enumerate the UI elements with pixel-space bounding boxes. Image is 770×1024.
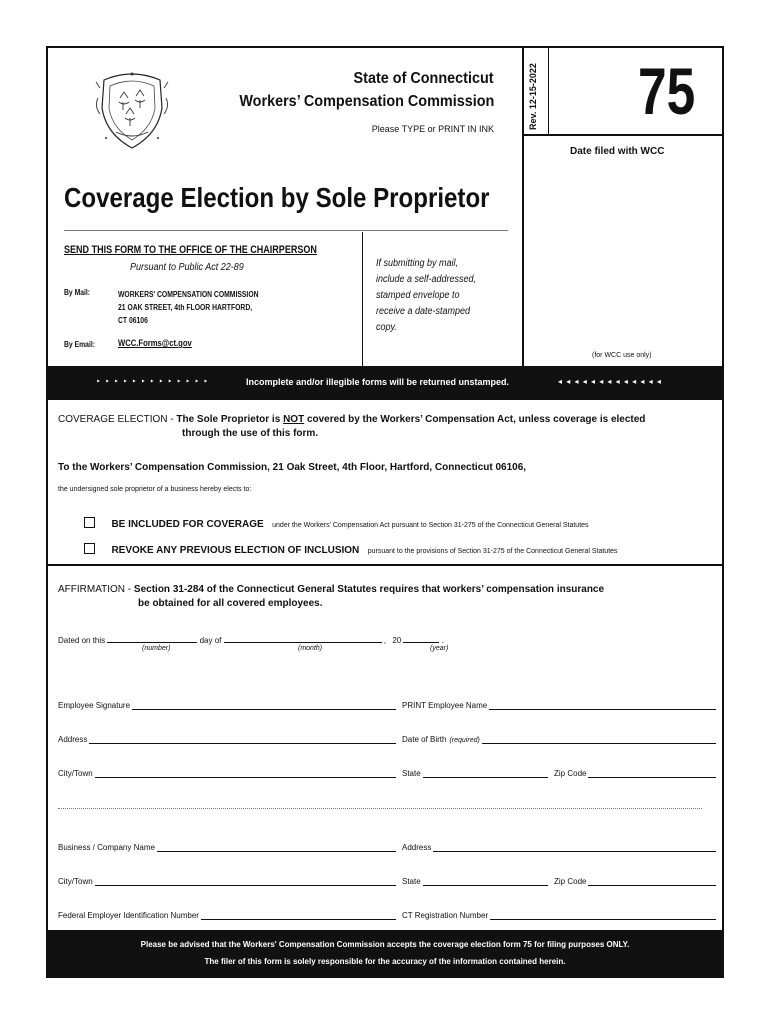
affirmation-divider	[48, 564, 722, 566]
number-hint: (number)	[142, 645, 171, 652]
mail-line-3: CT 06106	[118, 316, 148, 325]
include-label: BE INCLUDED FOR COVERAGE	[111, 519, 264, 530]
dated-line	[58, 632, 444, 645]
mail-note-line: copy.	[376, 322, 397, 333]
right-panel-divider	[522, 48, 524, 366]
mail-line-1: WORKERS' COMPENSATION COMMISSION	[118, 290, 259, 299]
connecticut-seal-icon	[92, 68, 172, 152]
business-city-field[interactable]	[58, 876, 396, 886]
state-field[interactable]	[402, 768, 548, 778]
footer-line-1: Please be advised that the Workers' Compensation Commission accepts the coverage election form 75 for filing purposes ONLY.	[140, 940, 630, 949]
coverage-label: COVERAGE ELECTION -	[58, 414, 174, 425]
zip-field[interactable]	[554, 768, 716, 778]
coverage-election-text	[58, 414, 645, 425]
dotted-separator	[58, 808, 702, 809]
affirmation-text-a: Section 31-284 of the Connecticut General Statutes requires that workers’ compensation insurance	[133, 584, 605, 595]
field-label: CT Registration Number	[402, 911, 489, 920]
date-filed-divider	[522, 134, 724, 136]
include-checkbox[interactable]	[84, 517, 95, 528]
undersigned-text: the undersigned sole proprietor of a business hereby elects to:	[58, 486, 252, 493]
send-divider	[362, 232, 363, 366]
field-label: State	[402, 877, 421, 886]
include-desc: under the Workers' Compensation Act pursuant to Section 31-275 of the Connecticut General Statutes	[272, 522, 589, 529]
business-state-field[interactable]	[402, 876, 548, 886]
day-number-input[interactable]	[107, 632, 197, 643]
affirmation-text	[58, 584, 604, 595]
state-title: State of Connecticut	[353, 70, 494, 87]
mail-label: By Mail:	[64, 288, 91, 297]
field-label: City/Town	[58, 769, 93, 778]
field-label: Address	[402, 843, 432, 852]
field-label: State	[402, 769, 421, 778]
year-input[interactable]	[403, 632, 439, 643]
form-75	[46, 46, 724, 978]
coverage-not: NOT	[283, 414, 305, 425]
business-zip-field[interactable]	[554, 876, 716, 886]
comma: ,	[383, 636, 387, 645]
wcc-use-note: (for WCC use only)	[592, 352, 652, 359]
revoke-desc: pursuant to the provisions of Section 31-275 of the Connecticut General Statutes	[367, 548, 618, 555]
fein-field[interactable]	[58, 910, 396, 920]
year-prefix: 20	[392, 636, 402, 645]
field-label: Date of Birth	[402, 735, 447, 744]
revoke-label: REVOKE ANY PREVIOUS ELECTION OF INCLUSION	[111, 545, 360, 556]
footer-line-2: The filer of this form is solely responsible for the accuracy of the information contained herein.	[204, 957, 566, 966]
pursuant-text: Pursuant to Public Act 22-89	[130, 262, 244, 273]
month-hint: (month)	[298, 645, 323, 652]
dated-label: Dated on this	[58, 636, 106, 645]
field-label: Business / Company Name	[58, 843, 155, 852]
mail-note-line: include a self-addressed,	[376, 274, 477, 285]
field-label: Employee Signature	[58, 701, 131, 710]
mail-note-line: stamped envelope to	[376, 290, 460, 301]
field-label: Federal Employer Identification Number	[58, 911, 199, 920]
option-revoke-election[interactable]	[84, 540, 618, 558]
page-title: Coverage Election by Sole Proprietor	[64, 182, 490, 213]
period: .	[441, 636, 444, 645]
title-underline	[64, 230, 508, 231]
form-number: 75	[638, 54, 696, 128]
commission-title: Workers’ Compensation Commission	[239, 93, 494, 110]
city-field[interactable]	[58, 768, 396, 778]
business-address-field[interactable]	[402, 842, 716, 852]
mail-line-2: 21 OAK STREET, 4th FLOOR HARTFORD,	[118, 303, 253, 312]
print-name-field[interactable]	[402, 700, 716, 710]
mail-address	[118, 288, 259, 327]
revoke-checkbox[interactable]	[84, 543, 95, 554]
coverage-text-c: through the use of this form.	[182, 428, 319, 439]
rev-divider	[548, 48, 549, 134]
month-input[interactable]	[224, 632, 382, 643]
affirmation-label: AFFIRMATION -	[58, 584, 132, 595]
left-arrows: ‣ ‣ ‣ ‣ ‣ ‣ ‣ ‣ ‣ ‣ ‣ ‣ ‣	[96, 377, 210, 386]
business-name-field[interactable]	[58, 842, 396, 852]
email-link[interactable]: WCC.Forms@ct.gov	[118, 338, 192, 348]
field-label: Zip Code	[554, 769, 587, 778]
coverage-text-a: The Sole Proprietor is	[176, 414, 281, 425]
field-label: City/Town	[58, 877, 93, 886]
date-filed-label: Date filed with WCC	[570, 146, 665, 157]
coverage-text-b: covered by the Workers’ Compensation Act, unless coverage is elected	[306, 414, 646, 425]
ct-registration-field[interactable]	[402, 910, 716, 920]
employee-signature-field[interactable]	[58, 700, 396, 710]
right-arrows: ◂ ◂ ◂ ◂ ◂ ◂ ◂ ◂ ◂ ◂ ◂ ◂ ◂	[558, 377, 662, 386]
dob-field[interactable]	[402, 734, 716, 744]
address-field[interactable]	[58, 734, 396, 744]
field-label: Address	[58, 735, 88, 744]
year-hint: (year)	[430, 645, 449, 652]
footer-notice	[48, 930, 722, 976]
banner-text: Incomplete and/or illegible forms will be returned unstamped.	[246, 377, 510, 387]
print-instruction: Please TYPE or PRINT IN INK	[371, 124, 494, 134]
option-include-coverage[interactable]	[84, 514, 589, 532]
warning-banner	[48, 366, 722, 400]
send-heading: SEND THIS FORM TO THE OFFICE OF THE CHAIRPERSON	[64, 244, 317, 256]
field-label: Zip Code	[554, 877, 587, 886]
mail-note	[376, 256, 476, 336]
revision-date: Rev. 12-15-2022	[528, 63, 538, 130]
to-commission-line: To the Workers’ Compensation Commission, 21 Oak Street, 4th Floor, Hartford, Connecticut 06106,	[58, 462, 527, 473]
mail-note-line: receive a date-stamped	[376, 306, 471, 317]
day-of-label: day of	[199, 636, 222, 645]
email-label: By Email:	[64, 340, 95, 349]
dob-required: (required)	[449, 737, 480, 744]
affirmation-text-b: be obtained for all covered employees.	[138, 598, 323, 609]
field-label: PRINT Employee Name	[402, 701, 488, 710]
mail-note-line: If submitting by mail,	[376, 258, 459, 269]
